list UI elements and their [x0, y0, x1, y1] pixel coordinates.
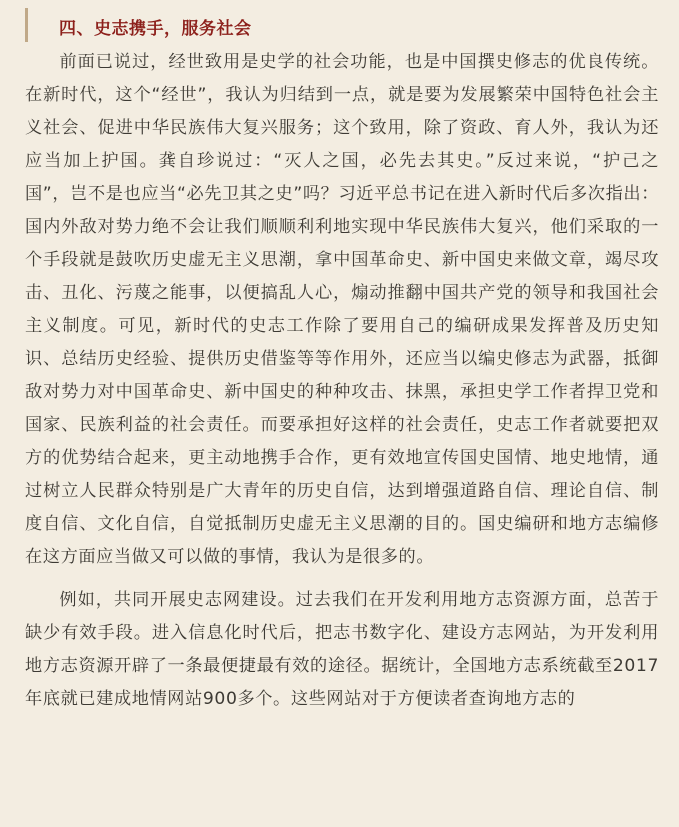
article-body: [25, 46, 659, 716]
section-heading-bar: [25, 6, 663, 46]
section-heading: 四、史志携手，服务社会: [59, 19, 252, 39]
paragraph-2: 例如，共同开展史志网建设。过去我们在开发利用地方志资源方面，总苦于缺少有效手段。进入信息化时代后，把志书数字化、建设方志网站，为开发利用地方志资源开辟了一条最便捷最有效的途径。据统计，全国地方志系统截至2017年底就已建成地情网站900多个。这些网站对于方便读者查询地方志的: [25, 590, 659, 709]
paragraph-1: 前面已说过，经世致用是史学的社会功能，也是中国撰史修志的优良传统。在新时代，这个“经世”，我认为归结到一点，就是要为发展繁荣中国特色社会主义社会、促进中华民族伟大复兴服务；这个致用，除了资政、育人外，我认为还应当加上护国。龚自珍说过：“灭人之国，必先去其史。”反过来说，“护己之国”，岂不是也应当“必先卫其之史”吗？习近平总书记在进入新时代后多次指出：国内外敌对势力绝不会让我们顺顺利利地实现中华民族伟大复兴，他们采取的一个手段就是鼓吹历史虚无主义思潮，拿中国革命史、新中国史来做文章，竭尽攻击、丑化、污蔑之能事，以便搞乱人心，煽动推翻中国共产党的领导和我国社会主义制度。可见，新时代的史志工作除了要用自己的编研成果发挥普及历史知识、总结历史经验、提供历史借鉴等等作用外，还应当以编史修志为武器，抵御敌对势力对中国革命史、新中国史的种种攻击、抹黑，承担史学工作者捍卫党和国家、民族利益的社会责任。而要承担好这样的社会责任，史志工作者就要把双方的优势结合起来，更主动地携手合作，更有效地宣传国史国情、地史地情，通过树立人民群众特别是广大青年的历史自信，达到增强道路自信、理论自信、制度自信、文化自信，自觉抵制历史虚无主义思潮的目的。国史编研和地方志编修在这方面应当做又可以做的事情，我认为是很多的。: [25, 52, 659, 567]
